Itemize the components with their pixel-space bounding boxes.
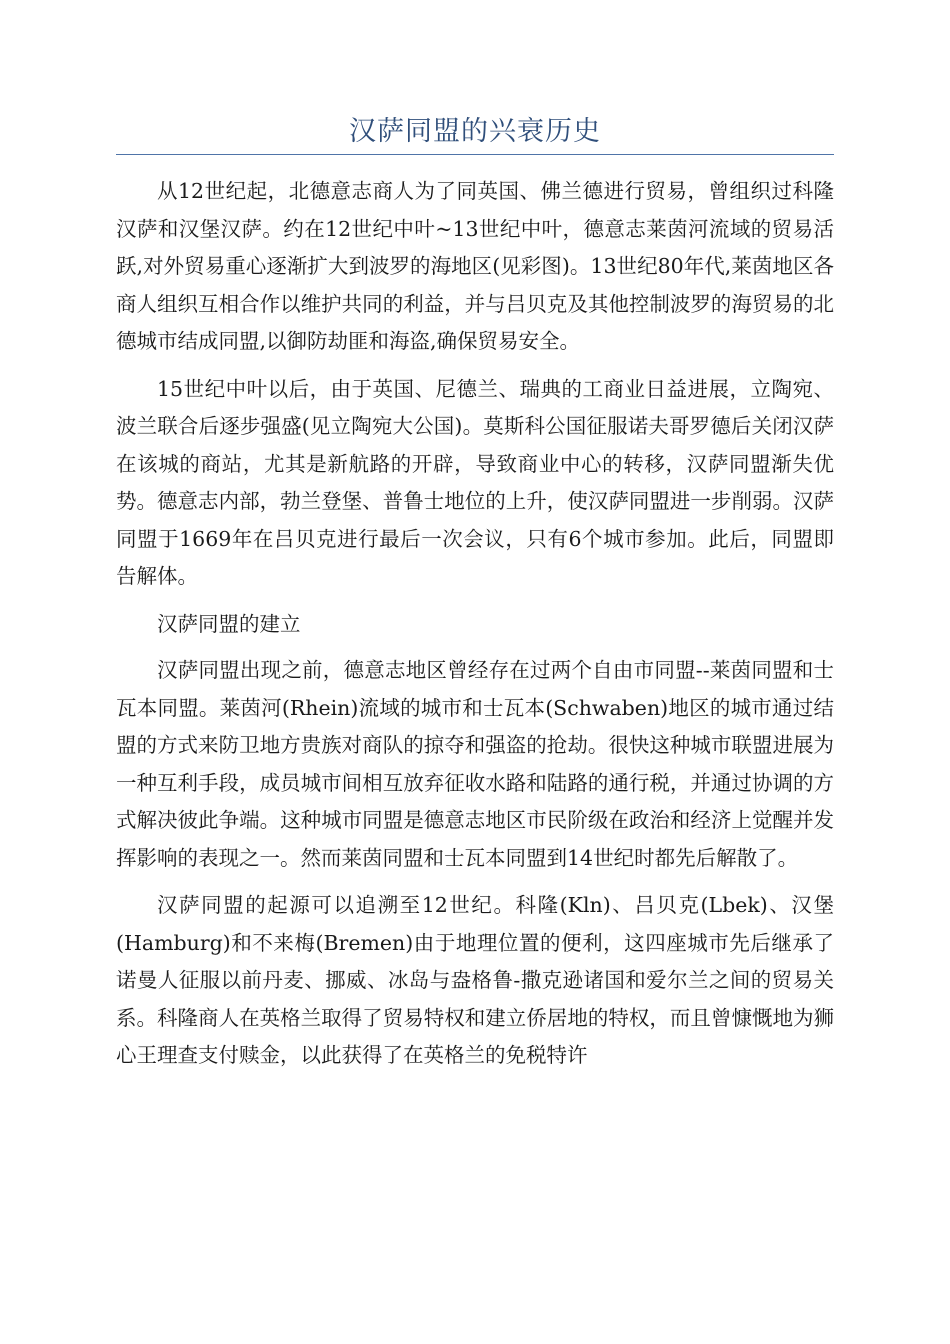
title-underline [116,154,834,155]
paragraph-early-history: 汉萨同盟的起源可以追溯至12世纪。科隆(Kln)、吕贝克(Lbek)、汉堡(Hamburg)和不来梅(Bremen)由于地理位置的便利，这四座城市先后继承了诺曼人征服以前丹麦、挪威、冰岛与盎格鲁-撒克逊诸国和爱尔兰之间的贸易关系。科隆商人在英格兰取得了贸易特权和建立侨居地的特权，而且曾慷慨地为狮心王理查支付赎金，以此获得了在英格兰的免税特许 [116,893,834,1067]
paragraph-decline: 15世纪中叶以后，由于英国、尼德兰、瑞典的工商业日益进展，立陶宛、波兰联合后逐步强盛(见立陶宛大公国)。莫斯科公国征服诺夫哥罗德后关闭汉萨在该城的商站，尤其是新航路的开辟，导致商业中心的转移，汉萨同盟渐失优势。德意志内部，勃兰登堡、普鲁士地位的上升，使汉萨同盟进一步削弱。汉萨同盟于1669年在吕贝克进行最后一次会议，只有6个城市参加。此后，同盟即告解体。 [116,376,834,588]
paragraph-origin: 从12世纪起，北德意志商人为了同英国、佛兰德进行贸易，曾组织过科隆汉萨和汉堡汉萨。约在12世纪中叶~13世纪中叶，德意志莱茵河流域的贸易活跃,对外贸易重心逐渐扩大到波罗的海地区(见彩图)。13世纪80年代,莱茵地区各商人组织互相合作以维护共同的利益，并与吕贝克及其他控制波罗的海贸易的北德城市结成同盟,以御防劫匪和海盗,确保贸易安全。 [116,179,834,353]
section-heading-establishment: 汉萨同盟的建立 [157,611,301,636]
document-title: 汉萨同盟的兴衰历史 [349,116,601,147]
document-body [116,173,834,1085]
paragraph-predecessors: 汉萨同盟出现之前，德意志地区曾经存在过两个自由市同盟--莱茵同盟和士瓦本同盟。莱茵河(Rhein)流域的城市和士瓦本(Schwaben)地区的城市通过结盟的方式来防卫地方贵族对商队的掠夺和强盗的抢劫。很快这种城市联盟进展为一种互利手段，成员城市间相互放弃征收水路和陆路的通行税，并通过协调的方式解决彼此争端。这种城市同盟是德意志地区市民阶级在政治和经济上觉醒并发挥影响的表现之一。然而莱茵同盟和士瓦本同盟到14世纪时都先后解散了。 [116,658,834,870]
